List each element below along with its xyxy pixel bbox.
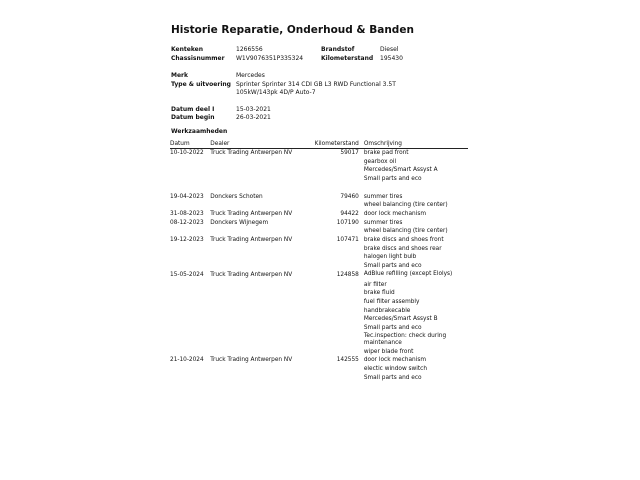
table-row (170, 271, 468, 281)
cell-datum: 31-08-2023 (170, 210, 204, 217)
kilometerstand-label: Kilometerstand (321, 55, 374, 62)
cell-kilometerstand (308, 227, 364, 236)
cell-omschrijving: Small parts and eco (363, 176, 422, 183)
cell-omschrijving: Small parts and eco (363, 325, 422, 332)
brandstof-label: Brandstof (321, 46, 355, 53)
cell-omschrijving: handbrakecable (363, 307, 411, 314)
column-header-datum: Datum (170, 139, 210, 149)
cell-omschrijving: wiper blade front (363, 348, 414, 355)
kenteken-label: Kenteken (171, 46, 203, 53)
cell-kilometerstand: 107471 (336, 237, 359, 244)
cell-omschrijving: Mercedes/Smart Assyst A (363, 167, 438, 174)
cell-omschrijving: air filter (363, 281, 387, 288)
cell-kilometerstand: 79460 (340, 193, 359, 200)
cell-omschrijving: AdBlue refilling (except Elolys) (363, 270, 453, 277)
cell-omschrijving: brake discs and shoes rear (363, 245, 442, 252)
cell-dealer: Donckers Wijnegem (210, 219, 269, 226)
cell-dealer (210, 158, 308, 167)
cell-dealer (210, 289, 308, 298)
cell-omschrijving: Small parts and eco (363, 374, 422, 381)
chassis-value: W1V9076351P335324 (236, 55, 304, 62)
cell-datum (170, 289, 210, 298)
cell-omschrijving: wheel balancing (tire center) (363, 228, 448, 235)
cell-datum (170, 184, 210, 193)
cell-omschrijving: Tec.inspection: check during maintenance (363, 332, 447, 346)
cell-datum (170, 201, 210, 210)
cell-datum (170, 166, 210, 175)
cell-datum (170, 315, 210, 324)
cell-dealer: Truck Trading Antwerpen NV (210, 150, 293, 156)
chassis-label: Chassisnummer (171, 55, 225, 62)
table-row (170, 166, 468, 175)
column-header-dealer: Dealer (210, 139, 308, 149)
cell-dealer (210, 227, 308, 236)
cell-datum (170, 253, 210, 262)
cell-kilometerstand: 107190 (336, 219, 359, 226)
cell-kilometerstand (308, 281, 364, 290)
table-row (170, 245, 468, 254)
table-row (170, 374, 468, 383)
cell-omschrijving: gearbox oil (363, 158, 397, 165)
cell-omschrijving: fuel filter assembly (363, 298, 420, 305)
datum-deel1-label: Datum deel I (171, 106, 215, 113)
cell-dealer (210, 315, 308, 324)
datum-begin-label: Datum begin (171, 114, 215, 121)
cell-datum (170, 348, 210, 357)
cell-datum: 10-10-2022 (170, 150, 204, 156)
brandstof-value: Diesel (380, 46, 399, 53)
table-row (170, 158, 468, 167)
datum-begin-value: 26-03-2021 (236, 114, 271, 121)
cell-datum (170, 158, 210, 167)
cell-kilometerstand (308, 374, 364, 383)
table-row (170, 236, 468, 245)
cell-dealer (210, 201, 308, 210)
cell-datum (170, 374, 210, 383)
table-row (170, 227, 468, 236)
cell-kilometerstand (308, 298, 364, 307)
cell-omschrijving: summer tires (363, 219, 403, 226)
cell-kilometerstand (308, 315, 364, 324)
cell-kilometerstand (308, 365, 364, 374)
cell-datum (170, 365, 210, 374)
cell-dealer (210, 324, 308, 333)
cell-dealer: Truck Trading Antwerpen NV (210, 271, 293, 278)
cell-kilometerstand (308, 324, 364, 333)
kilometerstand-value: 195430 (380, 55, 403, 62)
page-title: Historie Reparatie, Onderhoud & Banden (171, 24, 414, 36)
cell-datum: 21-10-2024 (170, 357, 204, 364)
cell-dealer (210, 307, 308, 316)
table-row (170, 184, 468, 193)
cell-omschrijving: summer tires (363, 193, 403, 200)
cell-kilometerstand (308, 333, 364, 348)
cell-datum (170, 281, 210, 290)
table-row (170, 298, 468, 307)
cell-datum (170, 262, 210, 271)
cell-dealer (210, 253, 308, 262)
column-header-kilometerstand: Kilometerstand (308, 139, 364, 149)
merk-value: Mercedes (236, 72, 265, 79)
table-row (170, 315, 468, 324)
section-title: Werkzaamheden (171, 128, 228, 135)
cell-dealer (210, 333, 308, 348)
cell-dealer (210, 166, 308, 175)
type-label: Type & uitvoering (171, 81, 231, 88)
cell-kilometerstand (308, 201, 364, 210)
merk-label: Merk (171, 72, 188, 79)
werkzaamheden-table (170, 139, 468, 383)
cell-dealer: Donckers Schoten (210, 193, 263, 200)
table-header-row (170, 139, 468, 149)
cell-omschrijving: halogen light bulb (363, 254, 417, 261)
cell-datum (170, 307, 210, 316)
cell-datum: 19-04-2023 (170, 193, 204, 200)
cell-dealer (210, 365, 308, 374)
cell-dealer (210, 175, 308, 184)
cell-datum (170, 245, 210, 254)
kenteken-value: 1266556 (236, 46, 263, 53)
cell-dealer (210, 262, 308, 271)
table-row (170, 149, 468, 158)
cell-dealer: Truck Trading Antwerpen NV (210, 357, 293, 364)
cell-kilometerstand (308, 253, 364, 262)
cell-omschrijving: brake pad front (363, 150, 409, 156)
table-row (170, 281, 468, 290)
cell-omschrijving (364, 184, 468, 193)
table-row (170, 333, 468, 348)
table-row (170, 210, 468, 219)
table-row (170, 262, 468, 271)
cell-dealer (210, 348, 308, 357)
table-row (170, 348, 468, 357)
column-header-omschrijving: Omschrijving (364, 139, 468, 149)
cell-datum (170, 227, 210, 236)
cell-kilometerstand (308, 262, 364, 271)
cell-kilometerstand (308, 166, 364, 175)
cell-omschrijving: door lock mechanism (363, 210, 426, 217)
cell-datum: 08-12-2023 (170, 219, 204, 226)
table-row (170, 307, 468, 316)
cell-omschrijving: electic window switch (363, 366, 428, 373)
cell-datum (170, 333, 210, 348)
cell-kilometerstand (308, 184, 364, 193)
cell-kilometerstand (308, 175, 364, 184)
table-row (170, 219, 468, 228)
cell-omschrijving: wheel balancing (tire center) (363, 202, 448, 209)
table-row (170, 289, 468, 298)
cell-dealer (210, 245, 308, 254)
cell-kilometerstand (308, 245, 364, 254)
table-body (170, 149, 468, 383)
cell-datum: 15-05-2024 (170, 271, 204, 278)
cell-omschrijving: Small parts and eco (363, 263, 422, 270)
cell-kilometerstand: 94422 (340, 210, 359, 217)
cell-kilometerstand: 124858 (336, 271, 359, 278)
cell-omschrijving: Mercedes/Smart Assyst B (363, 316, 438, 323)
datum-deel1-value: 15-03-2021 (236, 106, 271, 113)
cell-datum: 19-12-2023 (170, 237, 204, 244)
cell-datum (170, 324, 210, 333)
cell-kilometerstand: 59017 (340, 150, 359, 156)
cell-dealer (210, 281, 308, 290)
table-row (170, 365, 468, 374)
cell-dealer: Truck Trading Antwerpen NV (210, 210, 293, 217)
cell-datum (170, 175, 210, 184)
cell-kilometerstand (308, 158, 364, 167)
table-row (170, 175, 468, 184)
cell-omschrijving: door lock mechanism (363, 357, 426, 364)
cell-dealer (210, 374, 308, 383)
cell-kilometerstand (308, 307, 364, 316)
type-value: Sprinter Sprinter 314 CDI GB L3 RWD Functional 3.5T 105kW/143pk 4D/P Auto-7 (236, 81, 396, 96)
cell-kilometerstand (308, 348, 364, 357)
cell-datum (170, 298, 210, 307)
cell-omschrijving: brake discs and shoes front (363, 237, 444, 244)
cell-dealer (210, 298, 308, 307)
cell-omschrijving: brake fluid (363, 290, 395, 297)
table-row (170, 324, 468, 333)
cell-dealer (210, 184, 308, 193)
cell-kilometerstand (308, 289, 364, 298)
table-row (170, 193, 468, 202)
table-row (170, 253, 468, 262)
table-row (170, 201, 468, 210)
cell-dealer: Truck Trading Antwerpen NV (210, 237, 293, 244)
table-row (170, 356, 468, 365)
cell-kilometerstand: 142555 (336, 357, 359, 364)
